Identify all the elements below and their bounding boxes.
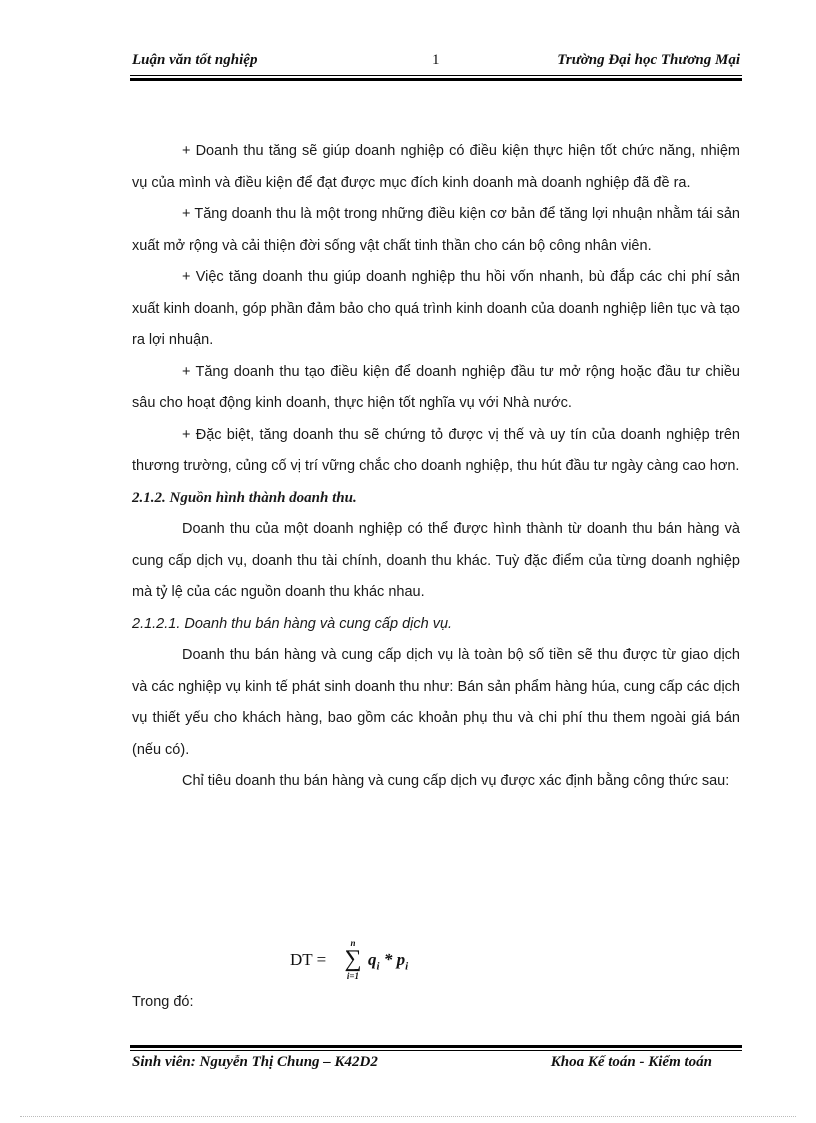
- sigma-icon: ∑: [344, 946, 362, 972]
- formula-times: *: [383, 950, 393, 969]
- where-label: Trong đó:: [132, 994, 194, 1010]
- footer-student: Sinh viên: Nguyễn Thị Chung – K42D2: [132, 1054, 378, 1070]
- header-thesis-title: Luận văn tốt nghiệp: [132, 52, 258, 68]
- paragraph: Doanh thu của một doanh nghiệp có thể được hình thành từ doanh thu bán hàng và cung cấp dịch vụ, doanh thu tài chính, doanh thu khác. Tuỳ đặc điểm của từng doanh nghiệp mà tỷ lệ của các nguồn doanh thu khác nhau.: [132, 521, 740, 600]
- document-body: [132, 136, 740, 798]
- header-rule-thin: [130, 75, 742, 76]
- paragraph: + Việc tăng doanh thu giúp doanh nghiệp thu hồi vốn nhanh, bù đắp các chi phí sản xuất kinh doanh, góp phần đảm bảo cho quá trình kinh doanh của doanh nghiệp liên tục và tạo ra lợi nhuận.: [132, 269, 740, 348]
- paragraph: + Doanh thu tăng sẽ giúp doanh nghiệp có điều kiện thực hiện tốt chức năng, nhiệm vụ của mình và điều kiện để đạt được mục đích kinh doanh mà doanh nghiệp đã đề ra.: [132, 143, 740, 191]
- subsection-heading: 2.1.2.1. Doanh thu bán hàng và cung cấp dịch vụ.: [132, 615, 453, 632]
- footer-faculty: Khoa Kế toán - Kiểm toán: [550, 1054, 712, 1070]
- paragraph: Chỉ tiêu doanh thu bán hàng và cung cấp dịch vụ được xác định bằng công thức sau:: [182, 773, 730, 789]
- header-rule-thick: [130, 78, 742, 81]
- page-header: [132, 52, 740, 74]
- paragraph: + Đặc biệt, tăng doanh thu sẽ chứng tỏ được vị thế và uy tín của doanh nghiệp trên thương trường, củng cố vị trí vững chắc cho doanh nghiệp, thu hút đầu tư ngày càng cao hơn.: [132, 426, 740, 474]
- footer-rule-thick: [130, 1045, 742, 1048]
- page-footer: [132, 1054, 712, 1076]
- formula-p: p: [396, 950, 406, 969]
- formula-q: q: [368, 950, 377, 969]
- paragraph: + Tăng doanh thu tạo điều kiện để doanh nghiệp đầu tư mở rộng hoặc đầu tư chiều sâu cho hoạt động kinh doanh, thực hiện tốt nghĩa vụ với Nhà nước.: [132, 363, 740, 411]
- page-number: 1: [432, 52, 440, 68]
- sigma-lower-limit: i=1: [346, 971, 360, 981]
- header-university: Trường Đại học Thương Mại: [557, 52, 740, 68]
- formula-rhs: [368, 950, 408, 972]
- page-edge-divider: [20, 1116, 796, 1117]
- sigma-upper-limit: n: [350, 938, 356, 948]
- formula-lhs: DT =: [290, 950, 327, 969]
- footer-rule-thin: [130, 1050, 742, 1051]
- paragraph: Doanh thu bán hàng và cung cấp dịch vụ là toàn bộ số tiền sẽ thu được từ giao dịch và các nghiệp vụ kinh tế phát sinh doanh thu như: Bán sản phẩm hàng húa, cung cấp các dịch vụ thiết yếu cho khách hàng, bao gồm các khoản phụ thu và chi phí thu them ngoài giá bán (nếu có).: [132, 647, 740, 758]
- formula-q-sub: i: [376, 960, 380, 973]
- section-heading: 2.1.2. Nguồn hình thành doanh thu.: [132, 489, 357, 506]
- paragraph: + Tăng doanh thu là một trong những điều kiện cơ bản để tăng lợi nhuận nhằm tái sản xuất mở rộng và cải thiện đời sống vật chất tinh thần cho cán bộ công nhân viên.: [132, 206, 740, 254]
- sigma-operator: [342, 938, 364, 982]
- revenue-formula: [290, 938, 490, 988]
- formula-p-sub: i: [405, 960, 409, 973]
